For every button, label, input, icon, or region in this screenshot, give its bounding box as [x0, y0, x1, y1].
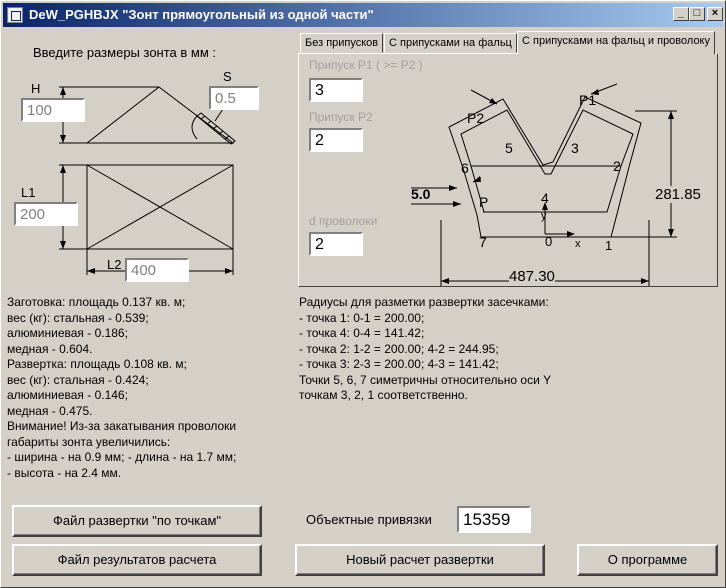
p-marker: P [479, 194, 489, 210]
height-dimension: 281.85 [655, 186, 701, 203]
l1-input[interactable]: 200 [14, 202, 78, 226]
result-line: Развертка: площадь 0.108 кв. м; [7, 357, 188, 371]
tab-panel [298, 53, 718, 287]
p1-input[interactable]: 3 [309, 78, 363, 102]
s-label: S [223, 69, 232, 84]
tab-no-allowance[interactable]: Без припусков [300, 33, 383, 53]
p2-input[interactable]: 2 [309, 128, 363, 152]
x-axis-label: x [575, 238, 581, 250]
radius-line: Радиусы для разметки развертки засечками: [299, 295, 549, 309]
l2-label: L2 [107, 257, 122, 272]
p2-label: Припуск Р2 [309, 110, 373, 124]
y-axis-label: y [541, 210, 547, 222]
file-results-button[interactable]: Файл результатов расчета [12, 544, 262, 576]
result-line: медная - 0.475. [7, 403, 93, 418]
result-line: Внимание! Из-за закатывания проволоки [7, 419, 237, 433]
p2-marker: P2 [467, 110, 485, 126]
results-left [7, 295, 236, 481]
result-line: алюминиевая - 0.146; [7, 388, 128, 402]
radius-line: - точка 3: 2-3 = 200.00; 4-3 = 141.42; [299, 357, 499, 371]
allowance-dimension: 5.0 [411, 186, 431, 202]
result-line: алюминиевая - 0.186; [7, 326, 128, 340]
result-line: вес (кг): стальная - 0.539; [7, 310, 149, 325]
result-line: - высота - на 2.4 мм. [7, 465, 122, 480]
tab-seam-allowance[interactable]: С припусками на фальц [384, 33, 517, 53]
about-button[interactable]: О программе [577, 544, 718, 576]
result-line: - ширина - на 0.9 мм; - длина - на 1.7 мм; [7, 450, 237, 464]
minimize-button[interactable]: _ [673, 7, 689, 21]
result-line: Заготовка: площадь 0.137 кв. м; [7, 295, 186, 309]
radius-line: точкам 3, 2, 1 соответственно. [299, 388, 468, 402]
origin-label: 0 [545, 234, 553, 249]
h-label: H [31, 81, 41, 96]
l2-input[interactable]: 400 [125, 258, 189, 282]
tab-control [298, 33, 718, 287]
point-6-label: 6 [461, 160, 469, 176]
point-1-label: 1 [605, 238, 613, 253]
point-4-label: 4 [541, 190, 549, 206]
point-2-label: 2 [613, 158, 621, 174]
dimensions-prompt: Введите размеры зонта в мм : [33, 45, 216, 60]
development-diagram [299, 54, 719, 288]
point-5-label: 5 [505, 140, 513, 156]
p1-label: Припуск Р1 ( >= Р2 ) [309, 58, 423, 72]
tab-seam-wire-allowance[interactable]: С припусками на фальц и проволоку [517, 31, 715, 55]
l1-label: L1 [21, 185, 36, 200]
s-input[interactable]: 0.5 [209, 86, 259, 110]
snaps-input[interactable]: 15359 [457, 506, 531, 533]
umbrella-sketch [1, 1, 301, 291]
window-title: DeW_PGHBJX "Зонт прямоугольный из одной части" [29, 7, 374, 22]
width-dimension: 487.30 [509, 268, 555, 285]
results-right [299, 295, 551, 404]
result-line: вес (кг): стальная - 0.424; [7, 372, 149, 387]
snaps-label: Объектные привязки [306, 512, 432, 527]
p1-marker: P1 [579, 92, 597, 108]
close-button[interactable]: × [707, 7, 723, 21]
h-input[interactable]: 100 [21, 98, 85, 122]
wire-diameter-input[interactable]: 2 [309, 232, 363, 256]
maximize-button[interactable]: □ [689, 7, 705, 21]
file-points-button[interactable]: Файл развертки "по точкам" [12, 505, 262, 537]
radius-line: - точка 2: 1-2 = 200.00; 4-2 = 244.95; [299, 341, 499, 356]
radius-line: - точка 1: 0-1 = 200.00; [299, 310, 425, 325]
point-3-label: 3 [571, 140, 579, 156]
radius-line: - точка 4: 0-4 = 141.42; [299, 326, 425, 340]
wire-diameter-label: d проволоки [309, 214, 378, 228]
result-line: медная - 0.604. [7, 341, 93, 356]
result-line: габариты зонта увеличились: [7, 434, 171, 449]
point-7-label: 7 [479, 234, 487, 250]
new-calc-button[interactable]: Новый расчет развертки [295, 544, 545, 576]
radius-line: Точки 5, 6, 7 симетричны относительно оси Y [299, 372, 552, 387]
